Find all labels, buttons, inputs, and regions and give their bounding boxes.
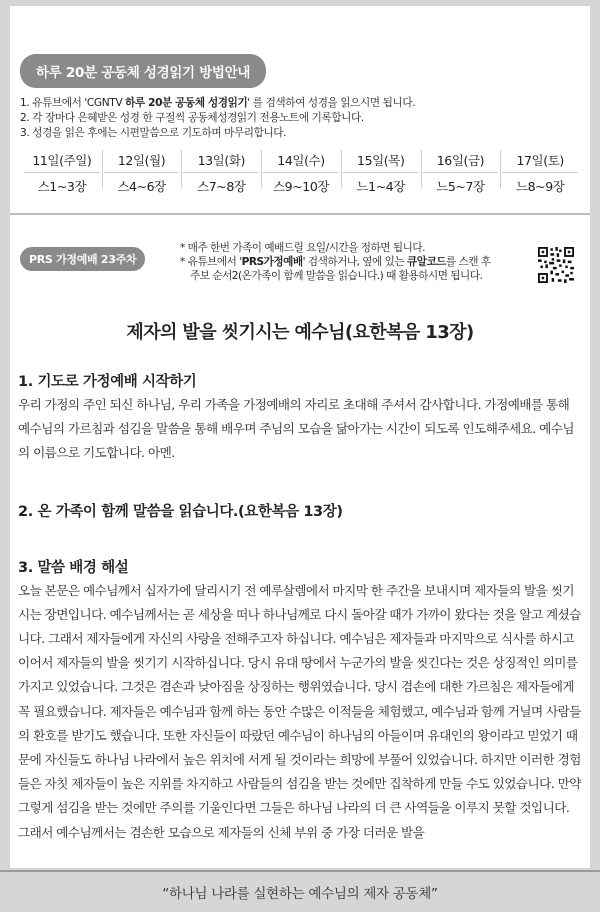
rule-3: 3. 성경을 읽은 후에는 시편말씀으로 기도하며 마무리합니다. (20, 127, 287, 139)
section-heading: 2. 온 가족이 함께 말씀을 읽습니다.(요한복음 13장) (18, 503, 343, 520)
rule-1: 1. 유튜브에서 'CGNTV 하루 20분 공동체 성경읽기' 를 검색하여 성경을 읽으시면 됩니다. (20, 97, 416, 109)
schedule-day: 13일(화) 스7~8장 (181, 149, 261, 197)
opening-prayer: 우리 가정의 주인 되신 하나님, 우리 가족을 가정예배의 자리로 초대해 주셔서 감사합니다. 가정예배를 통해 예수님의 가르침과 섬김을 말씀을 통해 배우며 주님의 모습을 닮아가는 시간이 되도록 인도해주세요. 예수님의 이름으로 기도합니다. 아멘. (18, 397, 574, 461)
prs-notes: * 매주 한번 가족이 예배드릴 요일/시간을 정하면 됩니다. * 유튜브에서 'PRS가정예배' 검색하거나, 옆에 있는 큐알코드를 스캔 후 주보 순서2(온가족이 함께 말씀을 읽습니다.) 때 활용하시면 됩니다. (180, 242, 491, 282)
guide-title: 하루 20분 공동체 성경읽기 방법안내 (20, 54, 266, 88)
qr-code-icon[interactable] (538, 247, 574, 283)
guide-rules (20, 96, 590, 141)
schedule-day: 17일(토) 느8~9장 (500, 149, 580, 197)
schedule-day: 16일(금) 느5~7장 (421, 149, 501, 197)
reading-guide (10, 6, 590, 197)
background-commentary: 오늘 본문은 예수님께서 십자가에 달리시기 전 예루살렘에서 마지막 한 주간을 보내시며 제자들의 발을 씻기시는 장면입니다. 예수님께서는 곧 세상을 떠나 하나님께로 다시 돌아갈 때가 가까이 왔다는 것을 알고 계셨습니다. 그래서 제자들에게 자신의 사랑을 전해주고자 하십니다. 예수님은 제자들과 마지막으로 식사를 하시고 이어서 제자들의 발을 씻기기 시작하십니다. 당시 유대 땅에서 누군가의 발을 씻긴다는 것은 상징적인 의미를 가지고 있었습니다. 그것은 겸손과 낮아짐을 상징하는 행위였습니다. 당시 겸손에 대한 가르침은 제자들에게 꼭 필요했습니다. 제자들은 예수님과 함께 하는 동안 수많은 이적들을 체험했고, 예수님과 함께 거닐며 사람들의 환호를 받기도 했습니다. 또한 자신들이 따랐던 예수님이 하나님의 아들이며 유대인의 왕이라고 믿었기 때문에 자신들도 하나님 나라에서 높은 위치에 서게 될 것이라는 희망에 부풀어 있었습니다. 하지만 이러한 경험들은 자칫 제자들이 높은 지위를 차지하고 사람들의 섬김을 받는 것에만 집착하게 만들 수도 있었습니다. 만약 그렇게 섬김을 받는 것에만 주의를 기울인다면 그들은 하나님 나라의 더 큰 사역들을 이루지 못할 것입니다. 그래서 예수님께서는 겸손한 모습으로 제자들의 신체 부위 중 가장 더러운 발을 (18, 582, 581, 840)
schedule-day: 11일(주일) 스1~3장 (22, 149, 102, 197)
schedule-day: 14일(수) 스9~10장 (261, 149, 341, 197)
prs-info (20, 239, 580, 295)
rule-2: 2. 각 장마다 은혜받은 성경 한 구절씩 공동체성경읽기 전용노트에 기록합니다. (20, 112, 364, 124)
section-divider (10, 213, 590, 215)
footer-motto: “하나님 나라를 실현하는 예수님의 제자 공동체” (162, 886, 438, 902)
schedule-day: 12일(월) 스4~6장 (102, 149, 182, 197)
bulletin-page (10, 6, 590, 868)
reading-schedule (22, 149, 580, 197)
schedule-day: 15일(목) 느1~4장 (341, 149, 421, 197)
worship-content (18, 370, 584, 845)
footer-divider (0, 870, 600, 872)
section-heading: 1. 기도로 가정예배 시작하기 (18, 374, 197, 390)
prs-badge: PRS 가정예배 23주차 (20, 247, 145, 271)
page-title: 제자의 발을 씻기시는 예수님(요한복음 13장) (126, 322, 474, 343)
section-heading: 3. 말씀 배경 해설 (18, 559, 129, 576)
